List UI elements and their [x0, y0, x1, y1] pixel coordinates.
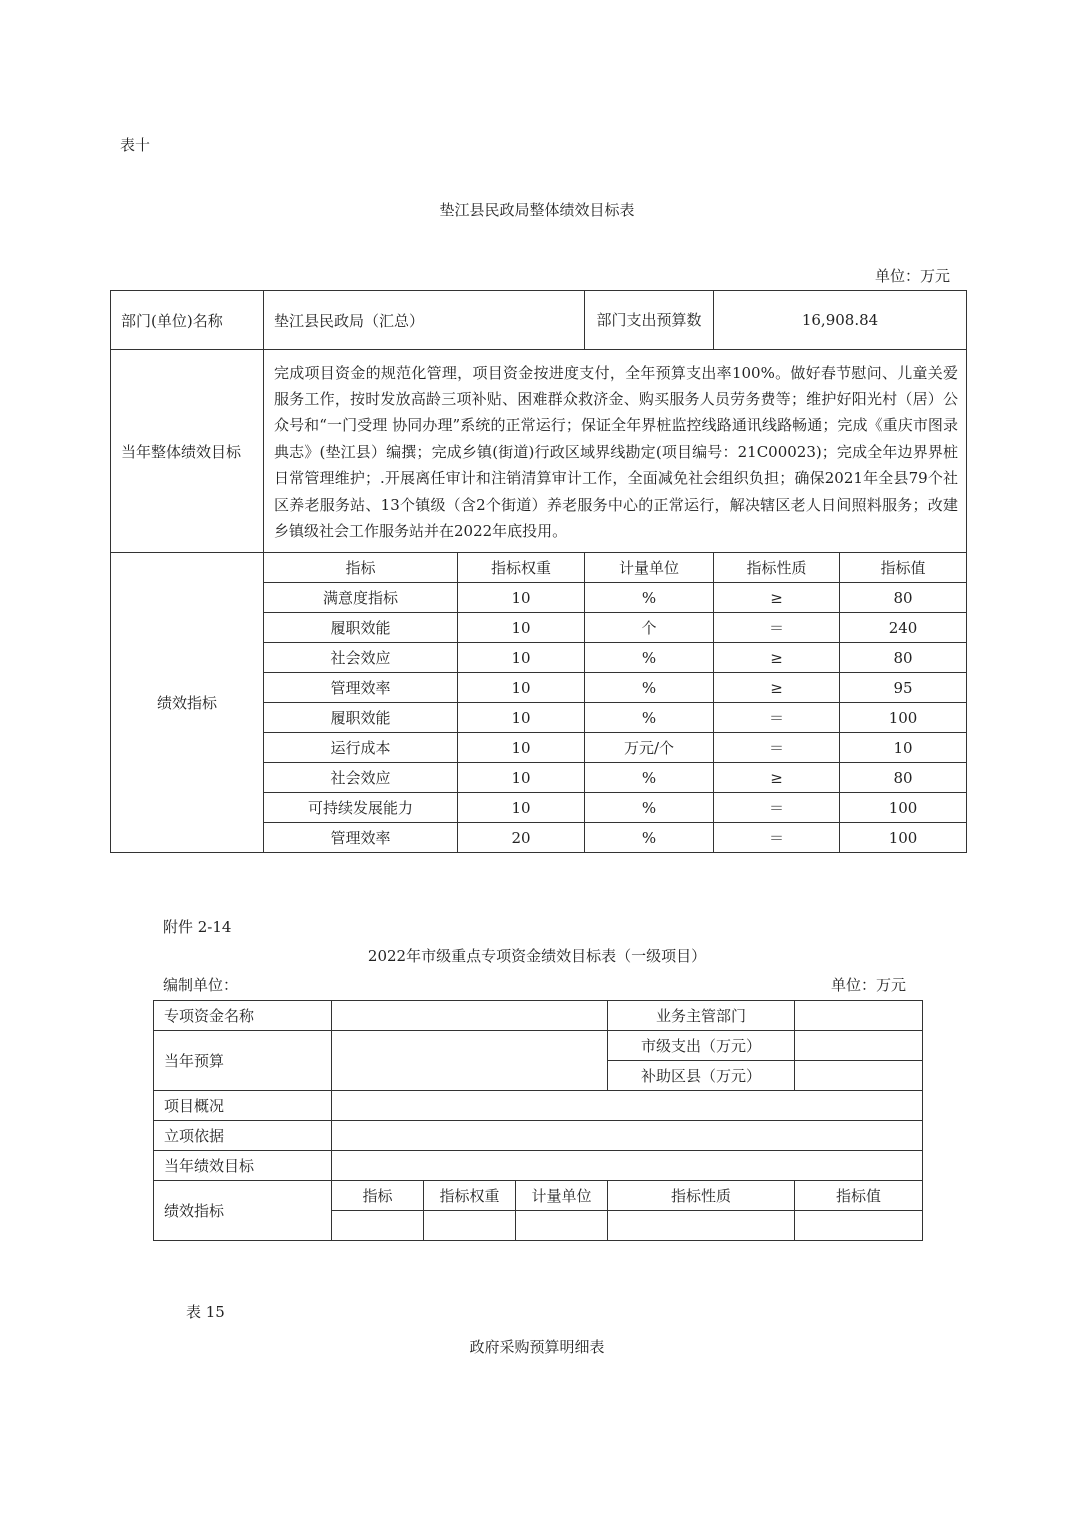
- table10-unit: 单位：万元: [875, 267, 951, 285]
- indicator-weight: 10: [458, 613, 585, 643]
- indicator-value: 100: [840, 793, 967, 823]
- indicator-unit: %: [585, 643, 714, 673]
- indicator-unit: %: [585, 763, 714, 793]
- indicator-value: 80: [840, 643, 967, 673]
- dept-name-label: 部门(单位)名称: [111, 291, 264, 350]
- indicator-name: 管理效率: [264, 823, 458, 853]
- basis-input[interactable]: [332, 1121, 923, 1151]
- goal-row: [154, 1151, 923, 1181]
- col-header: 计量单位: [516, 1181, 608, 1211]
- table15-label: 表 15: [186, 1303, 225, 1321]
- goal-cell: [264, 350, 967, 553]
- indicator-nature: ≥: [714, 673, 840, 703]
- budget-input[interactable]: [332, 1031, 608, 1091]
- dept-input[interactable]: [795, 1001, 923, 1031]
- city-spend-input[interactable]: [795, 1031, 923, 1061]
- indicator-nature: ＝: [714, 823, 840, 853]
- indicator-name: 管理效率: [264, 673, 458, 703]
- indicator-weight: 10: [458, 643, 585, 673]
- indicator-header-row: [154, 1181, 923, 1211]
- indicator-name: 履职效能: [264, 703, 458, 733]
- basis-row: [154, 1121, 923, 1151]
- indicator-unit: 个: [585, 613, 714, 643]
- col-header: 指标值: [795, 1181, 923, 1211]
- overview-label: 项目概况: [154, 1091, 332, 1121]
- attachment-title: 2022年市级重点专项资金绩效目标表（一级项目）: [367, 947, 707, 965]
- goal-label: 当年绩效目标: [154, 1151, 332, 1181]
- col-header: 指标权重: [458, 553, 585, 583]
- col-header: 指标: [264, 553, 458, 583]
- indicator-weight: 10: [458, 793, 585, 823]
- indicator-name: 满意度指标: [264, 583, 458, 613]
- indicator-value: 10: [840, 733, 967, 763]
- indicator-name: 履职效能: [264, 613, 458, 643]
- col-header: 指标值: [840, 553, 967, 583]
- table15-title: 政府采购预算明细表: [469, 1338, 605, 1356]
- unit-input[interactable]: [516, 1211, 608, 1241]
- col-header: 指标性质: [608, 1181, 795, 1211]
- indicator-nature: ＝: [714, 793, 840, 823]
- indicator-value: 80: [840, 763, 967, 793]
- district-input[interactable]: [795, 1061, 923, 1091]
- indicator-nature: ≥: [714, 763, 840, 793]
- table10-performance-table: [110, 290, 967, 853]
- nature-input[interactable]: [608, 1211, 795, 1241]
- fund-name-row: [154, 1001, 923, 1031]
- weight-input[interactable]: [424, 1211, 516, 1241]
- indicator-value: 240: [840, 613, 967, 643]
- indicator-name: 社会效应: [264, 643, 458, 673]
- indicator-name: 社会效应: [264, 763, 458, 793]
- dept-label: 业务主管部门: [608, 1001, 795, 1031]
- dept-row: [111, 291, 967, 350]
- col-header: 指标权重: [424, 1181, 516, 1211]
- overview-row: [154, 1091, 923, 1121]
- table10-label: 表十: [120, 136, 151, 154]
- indicator-unit: %: [585, 793, 714, 823]
- indicator-nature: ≥: [714, 583, 840, 613]
- indicator-nature: ＝: [714, 733, 840, 763]
- attachment-unit: 单位：万元: [831, 976, 907, 994]
- indicator-input[interactable]: [332, 1211, 424, 1241]
- indicator-unit: %: [585, 703, 714, 733]
- indicator-value: 80: [840, 583, 967, 613]
- indicator-unit: %: [585, 583, 714, 613]
- indicator-value: 100: [840, 703, 967, 733]
- basis-label: 立项依据: [154, 1121, 332, 1151]
- indicator-unit: %: [585, 673, 714, 703]
- budget-label: 当年预算: [154, 1031, 332, 1091]
- table10-title: 垫江县民政局整体绩效目标表: [439, 201, 635, 219]
- attachment-form-table: [153, 1000, 923, 1241]
- indicator-name: 可持续发展能力: [264, 793, 458, 823]
- indicator-unit: 万元/个: [585, 733, 714, 763]
- goal-row: [111, 350, 967, 553]
- dept-name-value: 垫江县民政局（汇总）: [264, 291, 585, 350]
- budget-label: 部门支出预算数: [585, 291, 714, 350]
- budget-row: [154, 1031, 923, 1061]
- col-header: 指标性质: [714, 553, 840, 583]
- indicator-weight: 10: [458, 703, 585, 733]
- city-spend-label: 市级支出（万元）: [608, 1031, 795, 1061]
- indicator-weight: 20: [458, 823, 585, 853]
- district-label: 补助区县（万元）: [608, 1061, 795, 1091]
- indicator-weight: 10: [458, 763, 585, 793]
- indicator-label: 绩效指标: [154, 1181, 332, 1241]
- value-input[interactable]: [795, 1211, 923, 1241]
- indicator-section-label: 绩效指标: [111, 553, 264, 853]
- budget-value: 16,908.84: [714, 291, 967, 350]
- indicator-nature: ≥: [714, 643, 840, 673]
- indicator-unit: %: [585, 823, 714, 853]
- col-header: 计量单位: [585, 553, 714, 583]
- fund-name-input[interactable]: [332, 1001, 608, 1031]
- indicator-nature: ＝: [714, 703, 840, 733]
- indicator-name: 运行成本: [264, 733, 458, 763]
- indicator-nature: ＝: [714, 613, 840, 643]
- col-header: 指标: [332, 1181, 424, 1211]
- fund-name-label: 专项资金名称: [154, 1001, 332, 1031]
- goal-text: 完成项目资金的规范化管理，项目资金按进度支付，全年预算支出率100%。做好春节慰问、儿童关爱服务工作，按时发放高龄三项补贴、困难群众救济金、购买服务人员劳务费等；维护好阳光村（居）公众号和“一门受理 协同办理”系统的正常运行；保证全年界桩监控线路通讯线路畅通；完成《重庆市图录典志》(垫江县）编撰；完成乡镇(街道)行政区域界线勘定(项目编号：21C00023)；完成全年边界界桩日常管理维护；.开展离任审计和注销清算审计工作，全面减免社会组织负担；确保2021年全县79个社区养老服务站、13个镇级（含2个街道）养老服务中心的正常运行，解决辖区老人日间照料服务；改建乡镇级社会工作服务站并在2022年底投用。: [274, 363, 959, 541]
- goal-input[interactable]: [332, 1151, 923, 1181]
- overview-input[interactable]: [332, 1091, 923, 1121]
- goal-label: 当年整体绩效目标: [111, 350, 264, 553]
- indicator-weight: 10: [458, 583, 585, 613]
- indicator-value: 95: [840, 673, 967, 703]
- attachment-label: 附件 2-14: [163, 918, 232, 936]
- indicator-header-row: [111, 553, 967, 583]
- indicator-weight: 10: [458, 673, 585, 703]
- indicator-weight: 10: [458, 733, 585, 763]
- compiler-label: 编制单位：: [163, 976, 239, 994]
- indicator-value: 100: [840, 823, 967, 853]
